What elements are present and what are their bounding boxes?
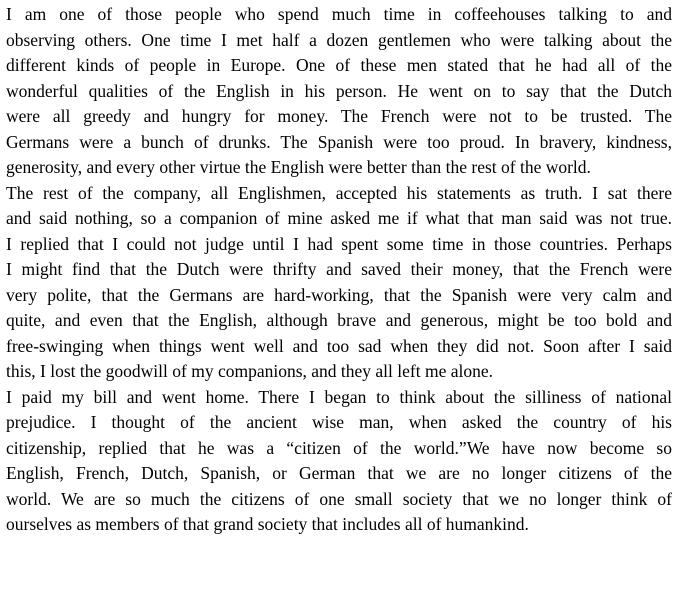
text-line: this, I lost the goodwill of my companions, and they all left me alone.	[6, 361, 493, 381]
text-line: I am one of those people who spend much time in coffeehouses talking to and	[6, 4, 672, 24]
text-line: different kinds of people in Europe. One of these men stated that he had all of the	[6, 55, 672, 75]
paragraph-3	[6, 385, 672, 538]
paragraph-1	[6, 2, 672, 181]
text-line: and said nothing, so a companion of mine asked me if what that man said was not true.	[6, 208, 672, 228]
paragraph-2	[6, 181, 672, 385]
text-line: world. We are so much the citizens of one small society that we no longer think of	[6, 488, 672, 509]
text-line: free-swinging when things went well and too sad when they did not. Soon after I said	[6, 335, 672, 356]
text-line: prejudice. I thought of the ancient wise man, when asked the country of his	[6, 412, 672, 432]
text-line: citizenship, replied that he was a “citizen of the world.”We have now become so	[6, 437, 672, 458]
text-line: generosity, and every other virtue the English were better than the rest of the world.	[6, 157, 591, 177]
text-line: I replied that I could not judge until I had spent some time in those countries. Perhaps	[6, 233, 672, 254]
text-line: Germans were a bunch of drunks. The Spanish were too proud. In bravery, kindness,	[6, 131, 672, 152]
text-line: very polite, that the Germans are hard-working, that the Spanish were very calm and	[6, 284, 672, 305]
text-line: The rest of the company, all Englishmen, accepted his statements as truth. I sat there	[6, 182, 672, 203]
text-line: English, French, Dutch, Spanish, or German that we are no longer citizens of the	[6, 463, 672, 483]
text-line: quite, and even that the English, although brave and generous, might be too bold and	[6, 310, 672, 330]
text-line: I might find that the Dutch were thrifty and saved their money, that the French were	[6, 259, 672, 279]
text-line: I paid my bill and went home. There I began to think about the silliness of national	[6, 386, 672, 407]
text-line: observing others. One time I met half a dozen gentlemen who were talking about the	[6, 29, 672, 50]
text-line: wonderful qualities of the English in his person. He went on to say that the Dutch	[6, 80, 672, 101]
text-line: were all greedy and hungry for money. The French were not to be trusted. The	[6, 106, 672, 126]
essay-text	[6, 2, 672, 538]
text-line: ourselves as members of that grand society that includes all of humankind.	[6, 514, 529, 534]
